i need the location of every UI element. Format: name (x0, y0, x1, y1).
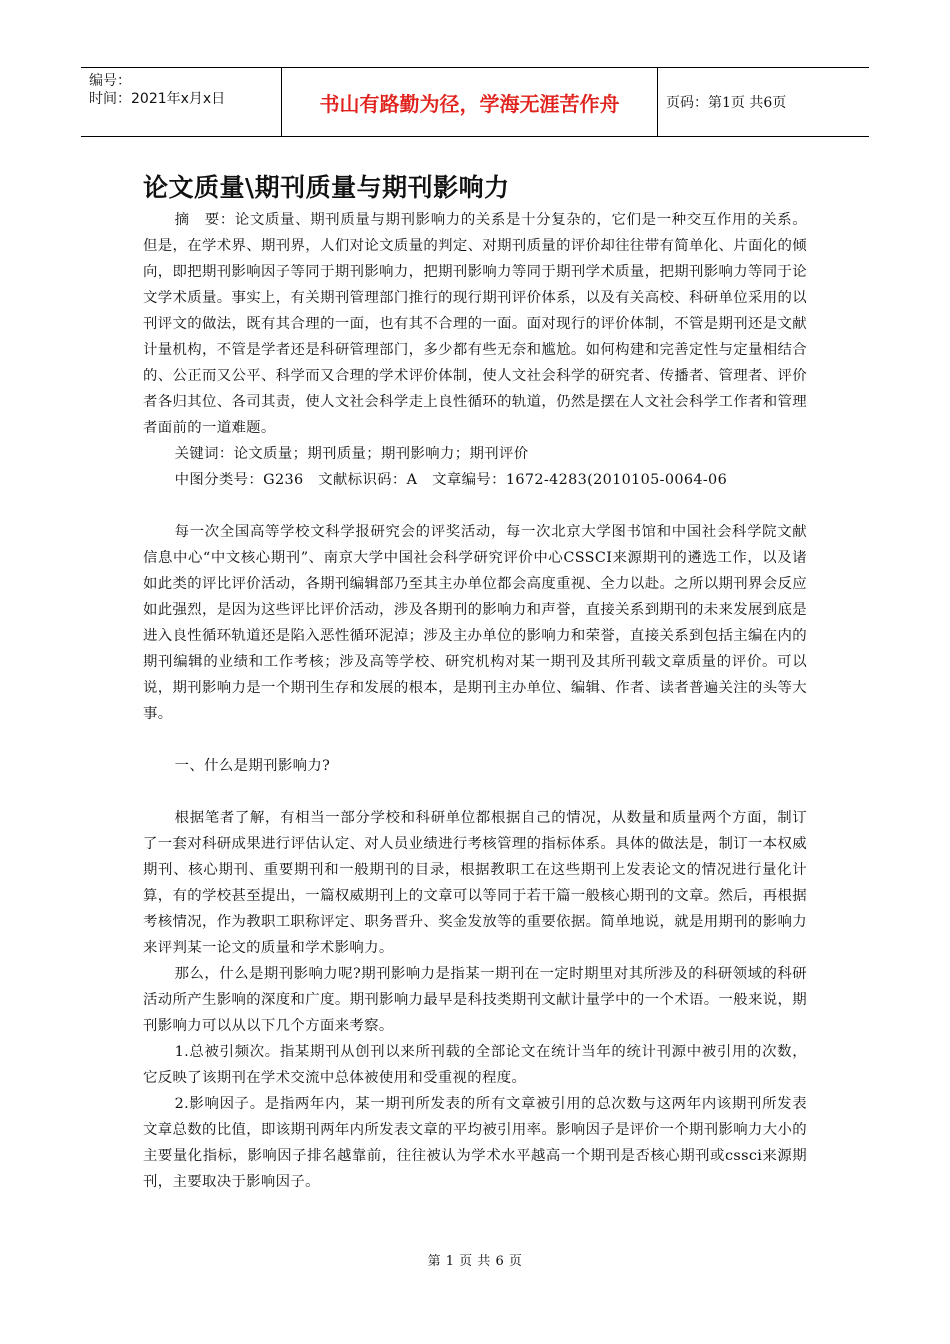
time-label: 时间：2021年x月x日 (89, 91, 226, 107)
header-page-info: 页码：第1页 共6页 (666, 95, 787, 111)
document-title: 论文质量\期刊质量与期刊影响力 (143, 173, 510, 202)
keywords: 关键词：论文质量；期刊质量；期刊影响力；期刊评价 (174, 446, 529, 462)
paragraph: 1.总被引频次。指某期刊从创刊以来所刊载的全部论文在统计当年的统计刊源中被引用的次数，它反映了该期刊在学术交流中总体被使用和受重视的程度。 (143, 1044, 807, 1086)
abstract: 摘 要：论文质量、期刊质量与期刊影响力的关系是十分复杂的，它们是一种交互作用的关系。但是，在学术界、期刊界，人们对论文质量的判定、对期刊质量的评价却往往带有简单化、片面化的倾向，即把期刊影响因子等同于期刊影响力，把期刊影响力等同于期刊学术质量，把期刊影响力等同于论文学术质量。事实上，有关期刊管理部门推行的现行期刊评价体系，以及有关高校、科研单位采用的以刊评文的做法，既有其合理的一面，也有其不合理的一面。面对现行的评价体制，不管是期刊还是文献计量机构，不管是学者还是科研管理部门，多少都有些无奈和尴尬。如何构建和完善定性与定量相结合的、公正而又公平、科学而又合理的学术评价体制，使人文社会科学的研究者、传播者、管理者、评价者各归其位、各司其责，使人文社会科学走上良性循环的轨道，仍然是摆在人文社会科学工作者和管理者面前的一道难题。 (143, 212, 807, 436)
page-footer: 第 1 页 共 6 页 (427, 1254, 523, 1269)
paragraph: 根据笔者了解，有相当一部分学校和科研单位都根据自己的情况，从数量和质量两个方面，制订了一套对科研成果进行评估认定、对人员业绩进行考核管理的指标体系。具体的做法是，制订一本权威期刊、核心期刊、重要期刊和一般期刊的目录，根据教职工在这些期刊上发表论文的情况进行量化计算，有的学校甚至提出，一篇权威期刊上的文章可以等同于若干篇一般核心期刊的文章。然后，再根据考核情况，作为教职工职称评定、职务晋升、奖金发放等的重要依据。简单地说，就是用期刊的影响力来评判某一论文的质量和学术影响力。 (143, 810, 807, 956)
paragraph: 2.影响因子。是指两年内，某一期刊所发表的所有文章被引用的总次数与这两年内该期刊所发表文章总数的比值，即该期刊两年内所发表文章的平均被引用率。影响因子是评价一个期刊影响力大小的主要量化指标，影响因子排名越靠前，往往被认为学术水平越高一个期刊是否核心期刊或cssci来源期刊，主要取决于影响因子。 (143, 1096, 807, 1190)
number-label: 编号： (89, 73, 131, 89)
classification: 中图分类号：G236 文献标识码：A 文章编号：1672-4283(2010105-0064-06 (174, 472, 728, 488)
section-heading: 一、什么是期刊影响力? (174, 758, 331, 774)
paragraph: 那么，什么是期刊影响力呢?期刊影响力是指某一期刊在一定时期里对其所涉及的科研领域的科研活动所产生影响的深度和广度。期刊影响力最早是科技类期刊文献计量学中的一个术语。一般来说，期刊影响力可以从以下几个方面来考察。 (143, 966, 807, 1034)
header-motto: 书山有路勤为径，学海无涯苦作舟 (282, 68, 658, 136)
document-body (143, 207, 807, 1195)
paragraph-intro: 每一次全国高等学校文科学报研究会的评奖活动，每一次北京大学图书馆和中国社会科学院文献信息中心“中文核心期刊”、南京大学中国社会科学研究评价中心CSSCI来源期刊的遴选工作，以及诸如此类的评比评价活动，各期刊编辑部乃至其主办单位都会高度重视、全力以赴。之所以期刊界会反应如此强烈，是因为这些评比评价活动，涉及各期刊的影响力和声誉，直接关系到期刊的未来发展到底是进入良性循环轨道还是陷入恶性循环泥淖；涉及主办单位的影响力和荣誉，直接关系到包括主编在内的期刊编辑的业绩和工作考核；涉及高等学校、研究机构对某一期刊及其所刊载文章质量的评价。可以说，期刊影响力是一个期刊生存和发展的根本，是期刊主办单位、编辑、作者、读者普遍关注的头等大事。 (143, 524, 807, 722)
header-meta (81, 68, 282, 136)
header-table (81, 67, 869, 137)
